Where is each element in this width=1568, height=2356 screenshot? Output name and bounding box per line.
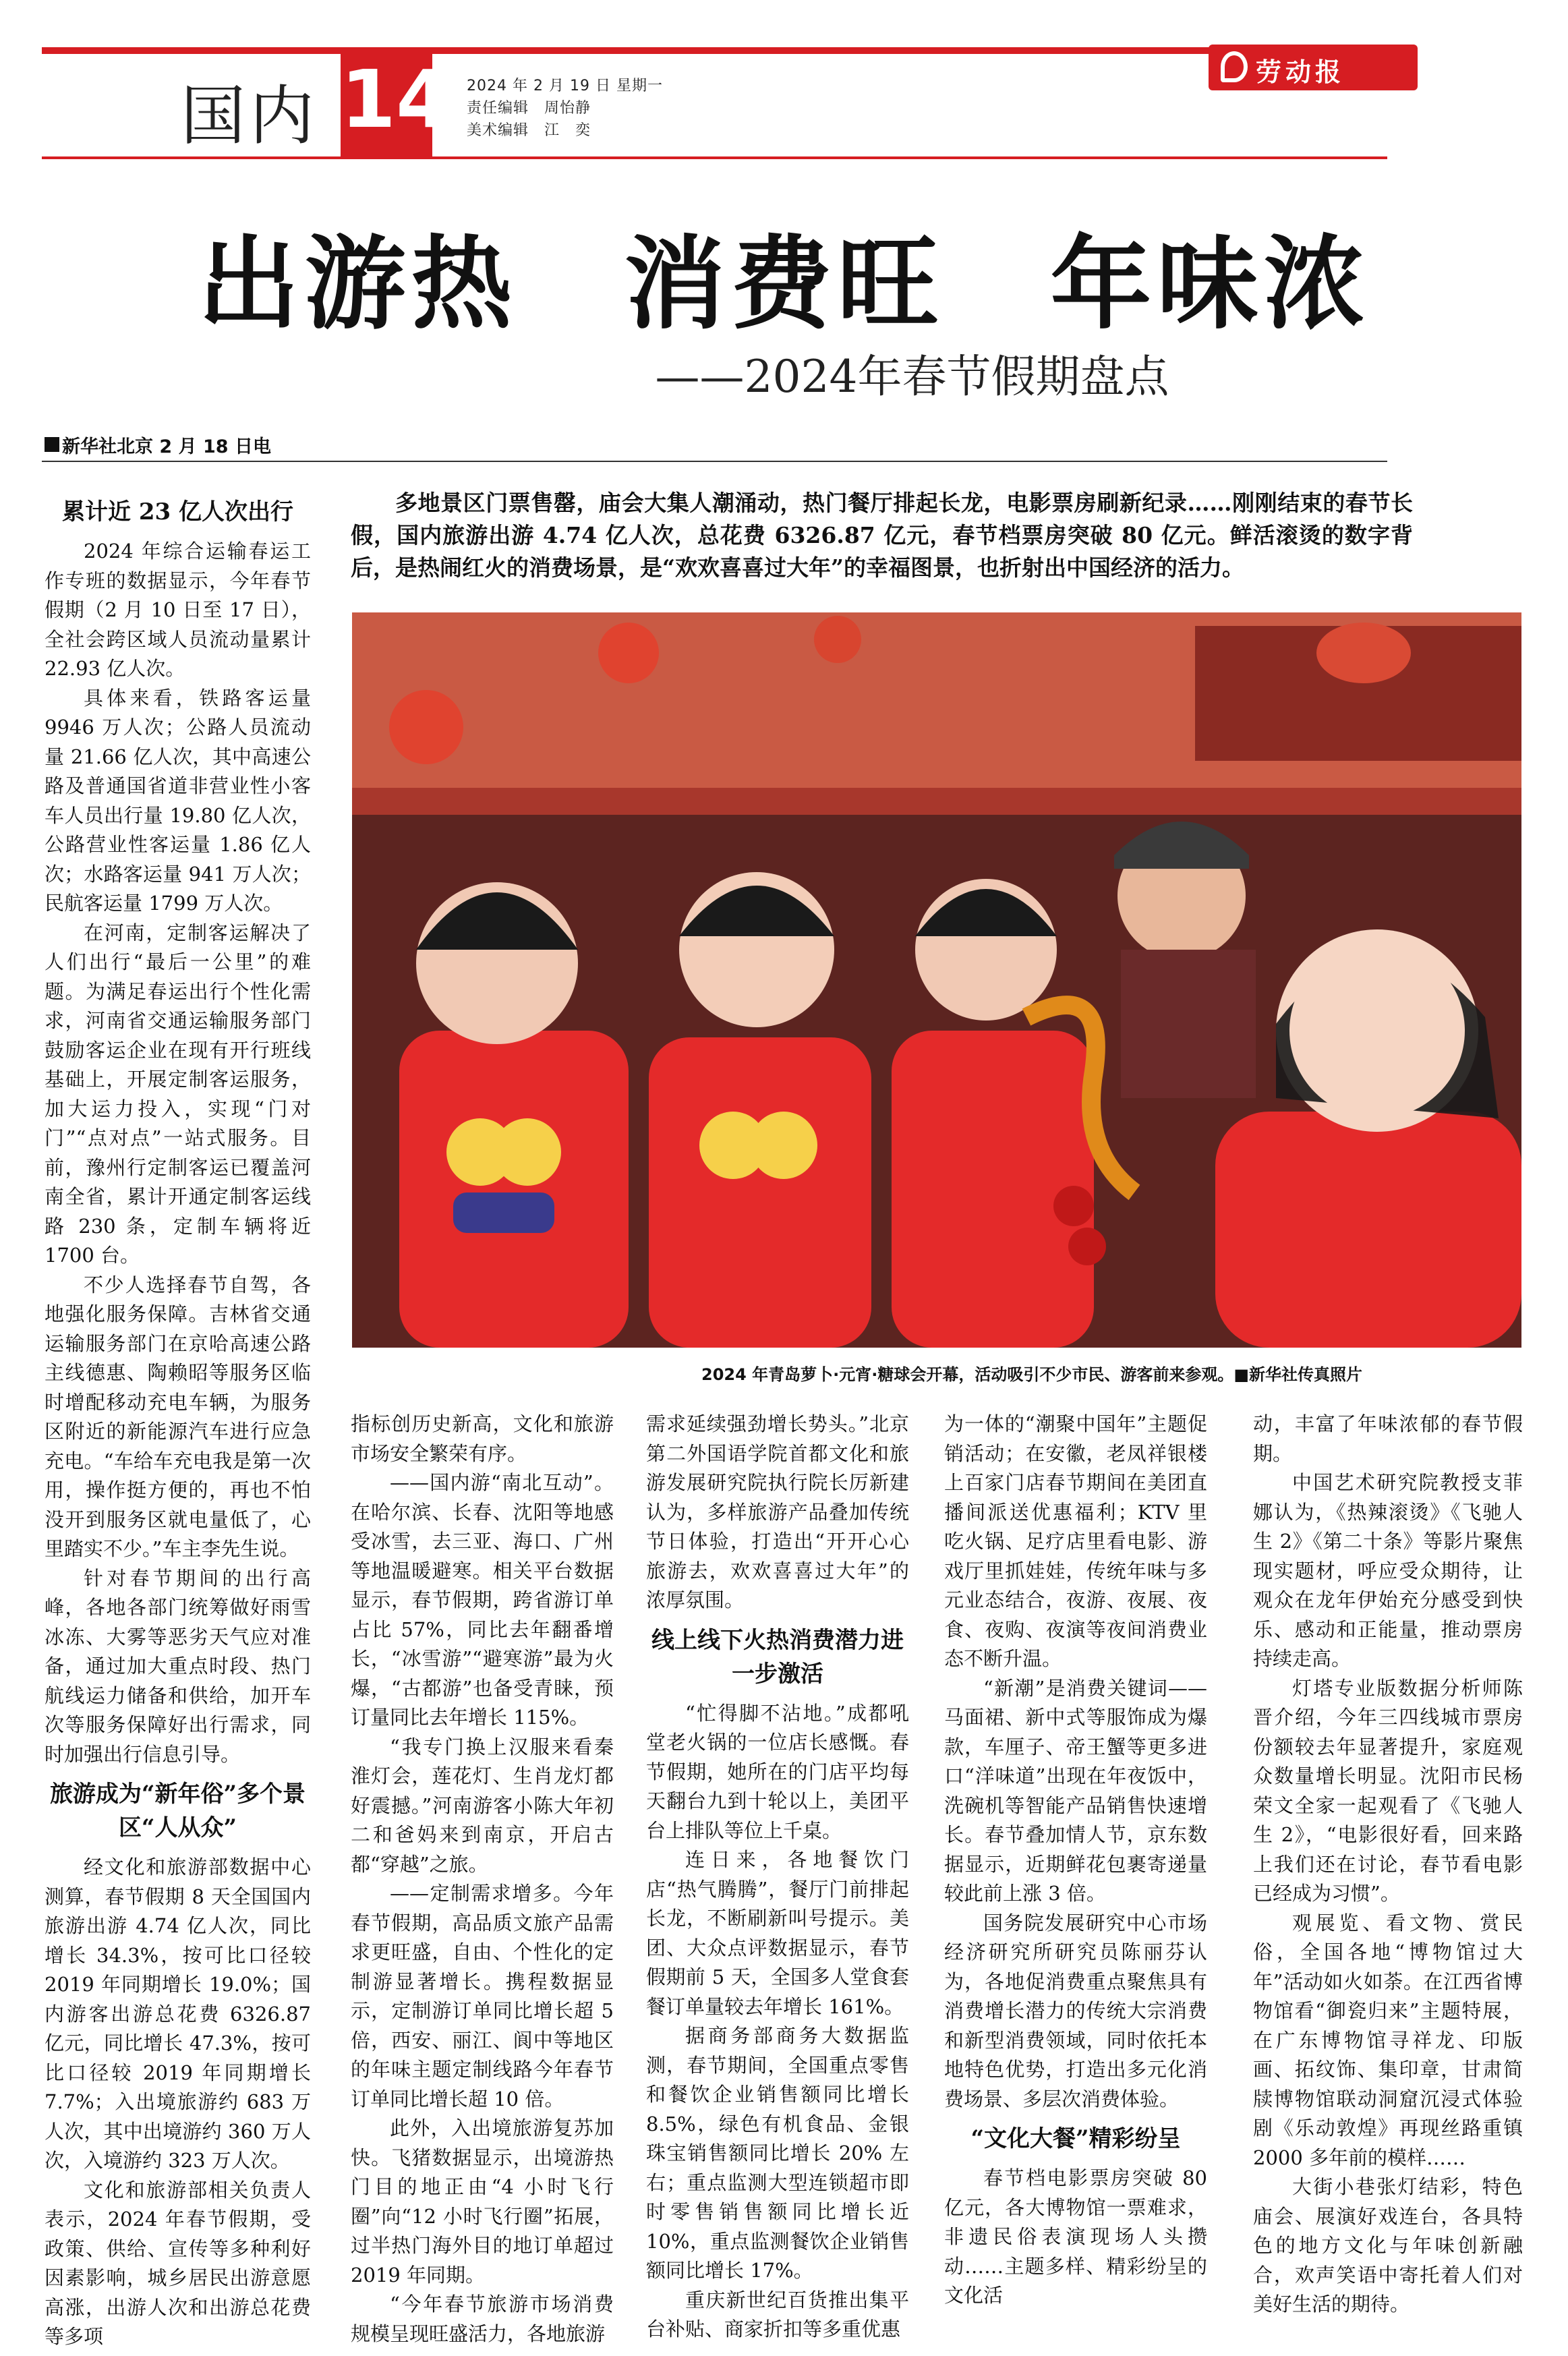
lead-paragraph: 多地景区门票售罄，庙会大集人潮涌动，热门餐厅排起长龙，电影票房刷新纪录……刚刚结束的春节长假，国内旅游出游 4.74 亿人次，总花费 6326.87 亿元，春节档票房突破 80 亿元。鲜活滚烫的数字背后，是热闹红火的消费场景，是“欢欢喜喜过大年”的幸福图景，也折射出中国经济的活力。	[351, 490, 1413, 581]
paragraph: 连日来，各地餐饮门店“热气腾腾”，餐厅门前排起长龙，不断刷新叫号提示。美团、大众点评数据显示，春节假期前 5 天，全国多人堂食套餐订单量较去年增长 161%。	[646, 1848, 909, 2018]
paragraph: 文化和旅游部相关负责人表示，2024 年春节假期，受政策、供给、宣传等多种利好因素影响，城乡居民出游意愿高涨，出游人次和出游总花费等多项	[45, 2178, 311, 2348]
dateline-rule	[42, 461, 1387, 462]
headline-subtitle: ——2024年春节假期盘点	[655, 351, 1169, 403]
article-column-3	[646, 1410, 909, 2347]
paragraph: 在河南，定制客运解决了人们出行“最后一公里”的难题。为满足春运出行个性化需求，河南省交通运输服务部门鼓励客运企业在现有开行班线基础上，开展定制客运服务，加大运力投入，实现“门对门”“点对点”一站式服务。目前，豫州行定制客运已覆盖河南全省，累计开通定制客运线路 230 条，定制车辆将近 1700 台。	[45, 921, 311, 1267]
newspaper-logo-text: 劳动报	[1256, 57, 1345, 87]
paragraph: 为一体的“潮聚中国年”主题促销活动；在安徽，老凤祥银楼上百家门店春节期间在美团直播间派送优惠福利；KTV 里吃火锅、足疗店里看电影、游戏厅里抓娃娃，传统年味与多元业态结合，夜游、夜展、夜食、夜购、夜演等夜间消费业态不断升温。	[944, 1412, 1207, 1670]
headline-title: 出游热 消费旺 年味浓	[198, 225, 1370, 343]
paragraph: 此外，入出境旅游复苏加快。飞猪数据显示，出境游热门目的地正由“4 小时飞行圈”向“12 小时飞行圈”拓展，过半热门海外目的地订单超过 2019 年同期。	[351, 2117, 614, 2287]
paragraph: ——定制需求增多。今年春节假期，高品质文旅产品需求更旺盛，自由、个性化的定制游显著增长。携程数据显示，定制游订单同比增长超 5 倍，西安、丽江、阆中等地区的年味主题定制线路今年春节订单同比增长超 10 倍。	[351, 1882, 614, 2110]
art-editor: 美术编辑 江 奕	[467, 122, 591, 139]
paragraph: 针对春节期间的出行高峰，各地各部门统筹做好雨雪冰冻、大雾等恶劣天气应对准备，通过加大重点时段、热门航线运力储备和供给，加开车次等服务保障好出行需求，同时加强出行信息引导。	[45, 1566, 311, 1766]
paragraph: 指标创历史新高，文化和旅游市场安全繁荣有序。	[351, 1412, 614, 1465]
paragraph: 观展览、看文物、赏民俗，全国各地“博物馆过大年”活动如火如荼。在江西省博物馆看“御瓷归来”主题特展，在广东博物馆寻祥龙、印版画、拓纹饰、集印章，甘肃简牍博物馆联动洞窟沉浸式体验剧《乐动敦煌》再现丝路重镇 2000 多年前的模样……	[1253, 1911, 1523, 2169]
paragraph: 中国艺术研究院教授支菲娜认为，《热辣滚烫》《飞驰人生 2》《第二十条》等影片聚焦现实题材，呼应受众期待，让观众在龙年伊始充分感受到快乐、感动和正能量，推动票房持续走高。	[1253, 1471, 1523, 1670]
section-heading-consumption: 线上线下火热消费潜力进一步激活	[651, 1626, 904, 1688]
article-column-2	[351, 1410, 614, 2347]
paragraph: 国务院发展研究中心市场经济研究所研究员陈丽芬认为，各地促消费重点聚焦具有消费增长潜力的传统大宗消费和新型消费领域，同时依托本地特色优势，打造出多元化消费场景、多层次消费体验。	[944, 1911, 1207, 2110]
lantern-festival-photo	[352, 612, 1521, 1348]
section-heading-travel: 累计近 23 亿人次出行	[62, 498, 293, 525]
section-heading-culture: “文化大餐”精彩纷呈	[970, 2125, 1181, 2152]
header-top-rule	[42, 47, 1387, 54]
section-heading-tourism: 旅游成为“新年俗”多个景区“人从众”	[49, 1781, 306, 1841]
page-number: 14	[341, 53, 452, 146]
paragraph: 动，丰富了年味浓郁的春节假期。	[1253, 1412, 1523, 1465]
paragraph: 具体来看，铁路客运量 9946 万人次；公路人员流动量 21.66 亿人次，其中高速公路及普通国省道非营业性小客车人员出行量 19.80 亿人次，公路营业性客运量 1.86 亿人次；水路客运量 941 万人次；民航客运量 1799 万人次。	[45, 686, 311, 915]
paragraph: 不少人选择春节自驾，各地强化服务保障。吉林省交通运输服务部门在京哈高速公路主线德惠、陶赖昭等服务区临时增配移动充电车辆，为服务区附近的新能源汽车进行应急充电。“车给车充电我是第一次用，操作挺方便的，再也不怕没开到服务区就电量低了，心里踏实不少。”车主李先生说。	[45, 1273, 311, 1560]
paragraph: 需求延续强劲增长势头。”北京第二外国语学院首都文化和旅游发展研究院执行院长厉新建认为，多样旅游产品叠加传统节日体验，打造出“开开心心旅游去，欢欢喜喜过大年”的浓厚氛围。	[646, 1412, 909, 1611]
paragraph: 春节档电影票房突破 80 亿元，各大博物馆一票难求，非遗民俗表演现场人头攒动……主题多样、精彩纷呈的文化活	[944, 2166, 1207, 2307]
article-column-4	[944, 1410, 1207, 2347]
paragraph: 灯塔专业版数据分析师陈晋介绍，今年三四线城市票房份额较去年显著提升，家庭观众数量增长明显。沈阳市民杨荣文全家一起观看了《飞驰人生 2》，“电影很好看，回来路上我们还在讨论，春节看电影已经成为习惯”。	[1253, 1676, 1523, 1905]
paragraph: ——国内游“南北互动”。在哈尔滨、长春、沈阳等地感受冰雪，去三亚、海口、广州等地温暖避寒。相关平台数据显示，春节假期，跨省游订单占比 57%，同比去年翻番增长，“冰雪游”“避寒游”最为火爆，“古都游”也备受青睐，预订量同比去年增长 115%。	[351, 1471, 614, 1729]
dateline-square-icon	[45, 437, 59, 452]
paragraph: “今年春节旅游市场消费规模呈现旺盛活力，各地旅游	[351, 2293, 614, 2345]
paragraph: 重庆新世纪百货推出集平台补贴、商家折扣等多重优惠	[646, 2288, 909, 2340]
paragraph: 大街小巷张灯结彩，特色庙会、展演好戏连台，各具特色的地方文化与年味创新融合，欢声笑语中寄托着人们对美好生活的期待。	[1253, 2175, 1523, 2316]
photo-caption: 2024 年青岛萝卜·元宵·糖球会开幕，活动吸引不少市民、游客前来参观。■新华社传真照片	[701, 1365, 1363, 1384]
paragraph: “我专门换上汉服来看秦淮灯会，莲花灯、生肖龙灯都好震撼。”河南游客小陈大年初二和爸妈来到南京，开启古都“穿越”之旅。	[351, 1735, 614, 1876]
photo-illustration	[352, 612, 1521, 1348]
article-column-5	[1253, 1410, 1523, 2347]
newspaper-logo-icon	[1221, 51, 1248, 82]
article-column-1	[45, 487, 311, 2349]
responsible-editor: 责任编辑 周怡静	[467, 100, 591, 117]
section-name: 国内	[181, 78, 318, 154]
paragraph: 2024 年综合运输春运工作专班的数据显示，今年春节假期（2 月 10 日至 17 日），全社会跨区域人员流动量累计 22.93 亿人次。	[45, 540, 311, 680]
paragraph: “新潮”是消费关键词——马面裙、新中式等服饰成为爆款，车厘子、帝王蟹等更多进口“洋味道”出现在年夜饭中，洗碗机等智能产品销售快速增长。春节叠加情人节，京东数据显示，近期鲜花包裹寄递量较此前上涨 3 倍。	[944, 1676, 1207, 1905]
paragraph: 经文化和旅游部数据中心测算，春节假期 8 天全国国内旅游出游 4.74 亿人次，同比增长 34.3%，按可比口径较 2019 年同期增长 19.0%；国内游客出游总花费 6326.87 亿元，同比增长 47.3%，按可比口径较 2019 年同期增长 7.7%；入出境旅游约 683 万人次，其中出境游约 360 万人次，入境游约 323 万人次。	[45, 1856, 311, 2172]
dateline: 新华社北京 2 月 18 日电	[62, 436, 271, 457]
paragraph: “忙得脚不沾地。”成都吼堂老火锅的一位店长感慨。春节假期，她所在的门店平均每天翻台九到十轮以上，美团平台上排队等位上千桌。	[646, 1701, 909, 1842]
paragraph: 据商务部商务大数据监测，春节期间，全国重点零售和餐饮企业销售额同比增长 8.5%，绿色有机食品、金银珠宝销售额同比增长 20% 左右；重点监测大型连锁超市即时零售销售额同比增长近 10%，重点监测餐饮企业销售额同比增长 17%。	[646, 2024, 909, 2282]
issue-date: 2024 年 2 月 19 日 星期一	[467, 78, 663, 94]
